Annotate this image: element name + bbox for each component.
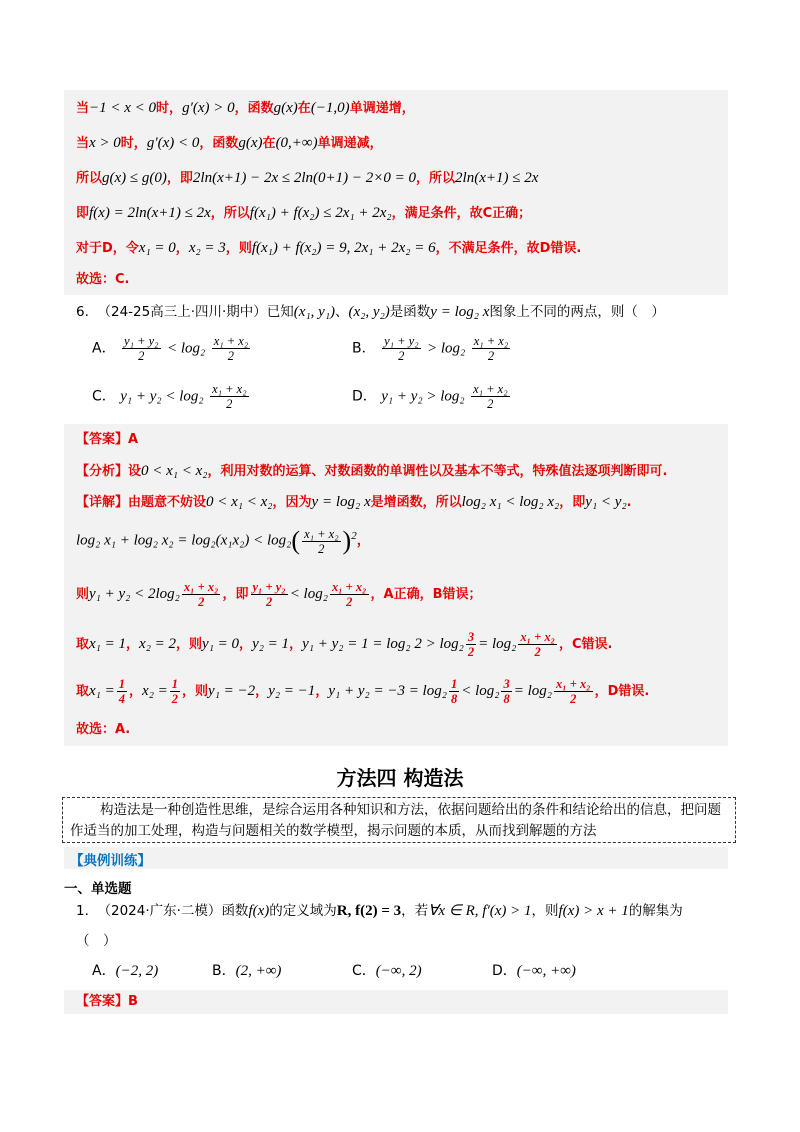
solution-5-line-1: 当−1 < x < 0时，g′(x) > 0，函数g(x)在(−1,0)单调递增， — [76, 100, 415, 116]
solution-6-analysis: 【分析】设0 < x₁ < x₂，利用对数的运算、对数函数的单调性以及基本不等式，特殊值法逐项判断即可. — [76, 463, 668, 479]
section-heading-method-4: 方法四 构造法 — [336, 766, 464, 790]
solution-6-detail-line-1: 【详解】由题意不妨设0 < x₁ < x₂，因为y = log₂ x是增函数，所以log₂ x₁ < log₂ x₂，即y₁ < y₂. — [76, 494, 632, 510]
question-6-option-b[interactable]: B． $\frac{\text{y₁ + y₂}}{2}$ > log₂ $\frac{\text{x₁ + x₂}}{2}$ — [352, 334, 509, 363]
solution-5-final-answer: 故选：C. — [76, 272, 130, 287]
question-1-stem: 1. （2024·广东·二模）函数f(x)的定义域为R, f(2) = 3，若∀x ∈ R, f′(x) > 1，则f(x) > x + 1的解集为 — [76, 903, 683, 919]
training-tag-shade — [64, 847, 728, 869]
solution-5-line-4: 即f(x) = 2ln(x+1) ≤ 2x，所以f(x₁) + f(x₂) ≤ 2x₁ + 2x₂，满足条件，故C正确； — [76, 205, 532, 221]
solution-5-shade — [64, 90, 728, 295]
solution-6-detail-line-2: log₂ x₁ + log₂ x₂ = log₂(x₁x₂) < log₂( $\frac{\text{x₁ + x₂}}{2}$ )$^2$， — [76, 526, 371, 556]
question-1-option-a[interactable]: A．(−2, 2) — [92, 963, 159, 979]
solution-6-answer: 【答案】A — [76, 432, 139, 447]
solution-6-detail-line-5: 取x₁ = $\frac{1}{4}$ ，x₂ = $\frac{1}{2}$ ，则y₁ = −2，y₂ = −1，y₁ + y₂ = −3 = log₂ $\frac{1}{8}$ < log₂ $\frac{3}{8}$ = log₂ $\frac{\text{x₁ + x₂}}{2}$ ，D错误. — [76, 677, 650, 706]
question-1-option-b[interactable]: B．(2, +∞) — [212, 963, 282, 979]
section-single-choice: 一、单选题 — [64, 881, 132, 897]
question-1-option-d[interactable]: D．(−∞, +∞) — [492, 963, 576, 979]
solution-6-final-answer: 故选：A. — [76, 722, 131, 737]
solution-1-shade — [64, 990, 728, 1014]
solution-5-line-2: 当x > 0时，g′(x) < 0，函数g(x)在(0,+∞)单调递减， — [76, 135, 383, 151]
question-6-option-d[interactable]: D． y₁ + y₂ > log₂ $\frac{\text{x₁ + x₂}}{2}$ — [352, 382, 508, 411]
question-1-paren: （ ） — [76, 933, 117, 949]
method-4-description: 构造法是一种创造性思维，是综合运用各种知识和方法，依据问题给出的条件和结论给出的信息，把问题作适当的加工处理，构造与问题相关的数学模型，揭示问题的本质，从而找到解题的方法 — [70, 802, 721, 839]
question-6-stem: 6. （24-25高三上·四川·期中）已知(x₁, y₁)、(x₂, y₂)是函数y = log₂ x图象上不同的两点，则（ ） — [76, 304, 665, 320]
solution-6-detail-line-4: 取x₁ = 1，x₂ = 2，则y₁ = 0，y₂ = 1，y₁ + y₂ = 1 = log₂ 2 > log₂ $\frac{3}{2}$ = log₂ $\frac{\text{x₁ + x₂}}{2}$ ，C错误. — [76, 630, 613, 659]
solution-5-line-3: 所以g(x) ≤ g(0)，即2ln(x+1) − 2x ≤ 2ln(0+1) − 2×0 = 0，所以2ln(x+1) ≤ 2x — [76, 170, 539, 186]
question-6-option-c[interactable]: C． y₁ + y₂ < log₂ $\frac{\text{x₁ + x₂}}{2}$ — [92, 382, 247, 411]
solution-1-answer: 【答案】B — [76, 994, 138, 1009]
question-6-option-a[interactable]: A． $\frac{\text{y₁ + y₂}}{2}$ < log₂ $\frac{\text{x₁ + x₂}}{2}$ — [92, 334, 249, 363]
example-training-tag: 【典例训练】 — [70, 853, 151, 869]
question-1-option-c[interactable]: C．(−∞, 2) — [352, 963, 422, 979]
solution-6-detail-line-3: 则y₁ + y₂ < 2log₂ $\frac{\text{x₁ + x₂}}{2}$ ，即 $\frac{\text{y₁ + y₂}}{2}$ < log₂ $\frac{\text{x₁ + x₂}}{2}$ ，A正确，B错误； — [76, 580, 482, 609]
solution-5-line-5: 对于D，令x₁ = 0，x₂ = 3，则f(x₁) + f(x₂) = 9, 2x₁ + 2x₂ = 6，不满足条件，故D错误. — [76, 240, 582, 256]
